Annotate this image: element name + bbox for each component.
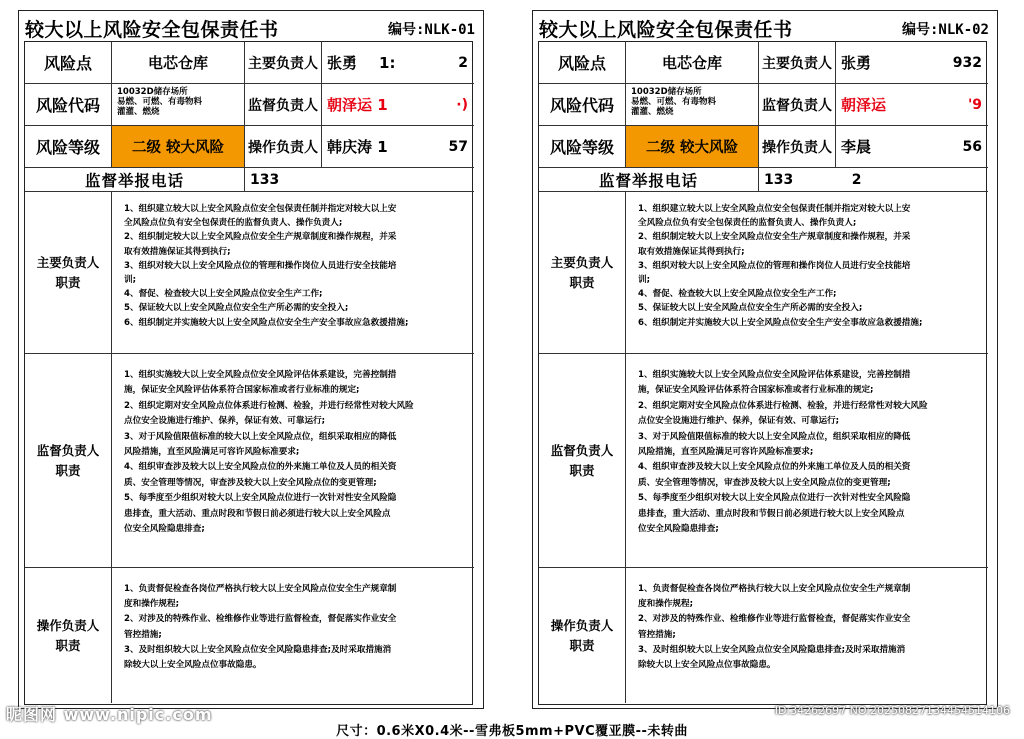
label-risk-level: 风险等级	[539, 126, 626, 168]
duty-line: 训;	[638, 275, 651, 286]
duty-line: 患排查，重大活动、重点时段和节假日前必须进行较大以上安全风险点	[638, 508, 905, 519]
section-supervisor-sub: 职责	[55, 462, 81, 478]
operator-name: 韩庆涛 1	[327, 138, 388, 156]
duty-line: 度和操作规程;	[638, 599, 693, 610]
label-operator: 操作负责人	[759, 126, 836, 168]
section-supervisor-title: 监督负责人	[36, 442, 100, 458]
watermark-right: ID:34262697 NO:20250827134454514106	[774, 704, 1010, 717]
duty-line: 3、组织对较大以上安全风险点位的管理和操作岗位人员进行安全技能培	[638, 260, 911, 271]
duty-line: 取有效措施保证其得到执行;	[124, 246, 231, 257]
section-operator-sub: 职责	[55, 637, 81, 653]
duty-line: 除较大以上安全风险点位事故隐患。	[638, 660, 776, 671]
duty-line: 点位安全设施进行维护、保养，保证有效、可靠运行;	[124, 416, 326, 427]
risk-code-value: 10032D储存场所 易燃、可燃、有毒物料 灌灌、燃烧	[117, 87, 203, 117]
label-risk-code: 风险代码	[25, 84, 112, 126]
spec-footer: 尺寸：0.6米X0.4米--雪弗板5mm+PVC覆亚膜--未转曲	[336, 724, 688, 739]
risk-level-badge: 二级 较大风险	[626, 126, 759, 168]
report-tel-value: 133 2	[759, 168, 988, 192]
section-operator-sub: 职责	[569, 637, 595, 653]
duty-line: 施，保证安全风险评估体系符合国家标准或者行业标准的规定;	[124, 385, 360, 396]
section-main-sub: 职责	[55, 274, 81, 290]
risk-point-value: 电芯仓库	[626, 42, 759, 84]
main-person-name: 张勇	[327, 54, 358, 72]
info-table	[538, 41, 987, 705]
card-header	[25, 15, 475, 41]
duty-line: 管控措施;	[124, 629, 162, 640]
duty-line: 风险措施，直至风险满足可容许风险标准要求;	[638, 447, 814, 458]
duties-operator	[112, 568, 474, 703]
duty-line: 管控措施;	[638, 629, 676, 640]
responsibility-card-1	[18, 10, 484, 709]
duty-line: 5、每季度至少组织对较大以上安全风险点位进行一次针对性安全风险隐	[124, 493, 397, 504]
duty-line: 取有效措施保证其得到执行;	[638, 246, 745, 257]
operator-phone-tail: 56	[962, 138, 982, 155]
duty-line: 1、组织实施较大以上安全风险点位安全风险评估体系建设，完善控制措	[638, 370, 911, 380]
duties-operator	[626, 568, 988, 703]
main-person-name: 张勇	[841, 54, 872, 72]
duty-line: 2、组织定期对安全风险点位体系进行检测、检验，并进行经常性对较大风险	[638, 400, 928, 411]
duty-line: 1、负责督促检查各岗位严格执行较大以上安全风险点位安全生产规章制	[638, 584, 911, 594]
section-label-supervisor	[25, 354, 112, 568]
duty-line: 3、及时组织较大以上安全风险点位安全风险隐患排查;及时采取措施消	[638, 644, 906, 655]
label-report-tel: 监督举报电话	[539, 168, 759, 192]
operator-phone-tail: 57	[448, 138, 468, 155]
section-label-main	[539, 192, 626, 354]
section-label-main	[25, 192, 112, 354]
duties-main	[112, 192, 474, 354]
duty-line: 位安全风险隐患排查;	[638, 524, 719, 535]
duty-line: 度和操作规程;	[124, 599, 179, 610]
risk-code-value-cell	[112, 84, 245, 126]
label-risk-code: 风险代码	[539, 84, 626, 126]
section-label-supervisor	[539, 354, 626, 568]
main-person-cell	[836, 42, 988, 84]
responsibility-card-2	[532, 10, 998, 709]
duty-line: 5、保证较大以上安全风险点位安全生产所必需的安全投入;	[638, 303, 863, 314]
card-title: 较大以上风险安全包保责任书	[25, 19, 279, 41]
main-person-phone-tail: 932	[952, 54, 982, 71]
main-person-phone-tail: 2	[458, 54, 468, 71]
card-header	[539, 15, 989, 41]
operator-cell	[322, 126, 474, 168]
duty-line: 位安全风险隐患排查;	[124, 524, 205, 535]
label-supervisor: 监督负责人	[245, 84, 322, 126]
duty-line: 5、保证较大以上安全风险点位安全生产所必需的安全投入;	[124, 303, 349, 314]
duty-line: 1、组织实施较大以上安全风险点位安全风险评估体系建设，完善控制措	[124, 370, 397, 380]
duties-supervisor	[112, 354, 474, 568]
duties-supervisor	[626, 354, 988, 568]
section-label-operator	[539, 568, 626, 703]
duty-line: 5、每季度至少组织对较大以上安全风险点位进行一次针对性安全风险隐	[638, 493, 911, 504]
duty-line: 4、督促、检查较大以上安全风险点位安全生产工作;	[638, 289, 837, 300]
label-main-person: 主要负责人	[245, 42, 322, 84]
label-main-person: 主要负责人	[759, 42, 836, 84]
duty-line: 2、对涉及的特殊作业、检维修作业等进行监督检查，督促落实作业安全	[638, 614, 911, 625]
main-person-phone-partial: 1:	[379, 53, 396, 72]
duty-line: 4、组织审查涉及较大以上安全风险点位的外来施工单位及人员的相关资	[124, 462, 397, 473]
risk-level-badge: 二级 较大风险	[112, 126, 245, 168]
info-table	[24, 41, 473, 705]
duty-line: 施，保证安全风险评估体系符合国家标准或者行业标准的规定;	[638, 385, 874, 396]
duty-line: 1、负责督促检查各岗位严格执行较大以上安全风险点位安全生产规章制	[124, 584, 397, 594]
duty-line: 除较大以上安全风险点位事故隐患。	[124, 660, 262, 671]
report-tel-value: 133	[245, 168, 474, 192]
duty-line: 1、组织建立较大以上安全风险点位安全包保责任制并指定对较大以上安	[124, 204, 397, 214]
risk-code-value: 10032D储存场所 易燃、可燃、有毒物料 灌灌、燃烧	[631, 87, 717, 117]
supervisor-phone-tail: '9	[967, 96, 982, 113]
operator-cell	[836, 126, 988, 168]
label-report-tel: 监督举报电话	[25, 168, 245, 192]
duties-main	[626, 192, 988, 354]
section-operator-title: 操作负责人	[36, 617, 100, 633]
duty-line: 2、组织制定较大以上安全风险点位安全生产规章制度和操作规程，并采	[638, 232, 911, 243]
card-code: 编号:NLK-01	[387, 22, 475, 38]
label-risk-level: 风险等级	[25, 126, 112, 168]
section-main-title: 主要负责人	[550, 254, 614, 270]
duty-line: 6、组织制定并实施较大以上安全风险点位安全生产安全事故应急救援措施;	[638, 317, 923, 328]
duty-line: 训;	[124, 275, 137, 286]
supervisor-name: 朝泽运 1	[327, 96, 388, 114]
duty-line: 1、组织建立较大以上安全风险点位安全包保责任制并指定对较大以上安	[638, 204, 911, 214]
section-main-title: 主要负责人	[36, 254, 100, 270]
supervisor-cell	[836, 84, 988, 126]
label-risk-point: 风险点	[25, 42, 112, 84]
risk-point-value: 电芯仓库	[112, 42, 245, 84]
label-supervisor: 监督负责人	[759, 84, 836, 126]
label-risk-point: 风险点	[539, 42, 626, 84]
card-title: 较大以上风险安全包保责任书	[539, 19, 793, 41]
section-label-operator	[25, 568, 112, 703]
duty-line: 患排查，重大活动、重点时段和节假日前必须进行较大以上安全风险点	[124, 508, 391, 519]
duty-line: 点位安全设施进行维护、保养，保证有效、可靠运行;	[638, 416, 840, 427]
risk-code-value-cell	[626, 84, 759, 126]
supervisor-cell	[322, 84, 474, 126]
label-operator: 操作负责人	[245, 126, 322, 168]
duty-line: 2、组织定期对安全风险点位体系进行检测、检验，并进行经常性对较大风险	[124, 400, 414, 411]
duty-line: 3、对于风险值限值标准的较大以上安全风险点位，组织采取相应的降低	[638, 431, 911, 442]
supervisor-phone-tail: ·)	[456, 96, 468, 113]
duty-line: 全风险点位负有安全包保责任的监督负责人、操作负责人;	[124, 218, 343, 229]
watermark-left: 昵图网 www.nipic.com	[6, 705, 213, 724]
section-supervisor-sub: 职责	[569, 462, 595, 478]
duty-line: 风险措施，直至风险满足可容许风险标准要求;	[124, 447, 300, 458]
operator-name: 李晨	[841, 138, 872, 156]
duty-line: 质、安全管理等情况，审查涉及较大以上安全风险点位的变更管理;	[638, 477, 891, 488]
duty-line: 2、对涉及的特殊作业、检维修作业等进行监督检查，督促落实作业安全	[124, 614, 397, 625]
duty-line: 全风险点位负有安全包保责任的监督负责人、操作负责人;	[638, 218, 857, 229]
section-operator-title: 操作负责人	[550, 617, 614, 633]
duty-line: 3、组织对较大以上安全风险点位的管理和操作岗位人员进行安全技能培	[124, 260, 397, 271]
duty-line: 6、组织制定并实施较大以上安全风险点位安全生产安全事故应急救援措施;	[124, 317, 409, 328]
section-main-sub: 职责	[569, 274, 595, 290]
supervisor-name: 朝泽运	[841, 96, 887, 114]
duty-line: 4、组织审查涉及较大以上安全风险点位的外来施工单位及人员的相关资	[638, 462, 911, 473]
duty-line: 4、督促、检查较大以上安全风险点位安全生产工作;	[124, 289, 323, 300]
duty-line: 2、组织制定较大以上安全风险点位安全生产规章制度和操作规程，并采	[124, 232, 397, 243]
main-person-cell	[322, 42, 474, 84]
card-code: 编号:NLK-02	[901, 22, 989, 38]
section-supervisor-title: 监督负责人	[550, 442, 614, 458]
duty-line: 质、安全管理等情况，审查涉及较大以上安全风险点位的变更管理;	[124, 477, 377, 488]
duty-line: 3、及时组织较大以上安全风险点位安全风险隐患排查;及时采取措施消	[124, 644, 392, 655]
duty-line: 3、对于风险值限值标准的较大以上安全风险点位，组织采取相应的降低	[124, 431, 397, 442]
